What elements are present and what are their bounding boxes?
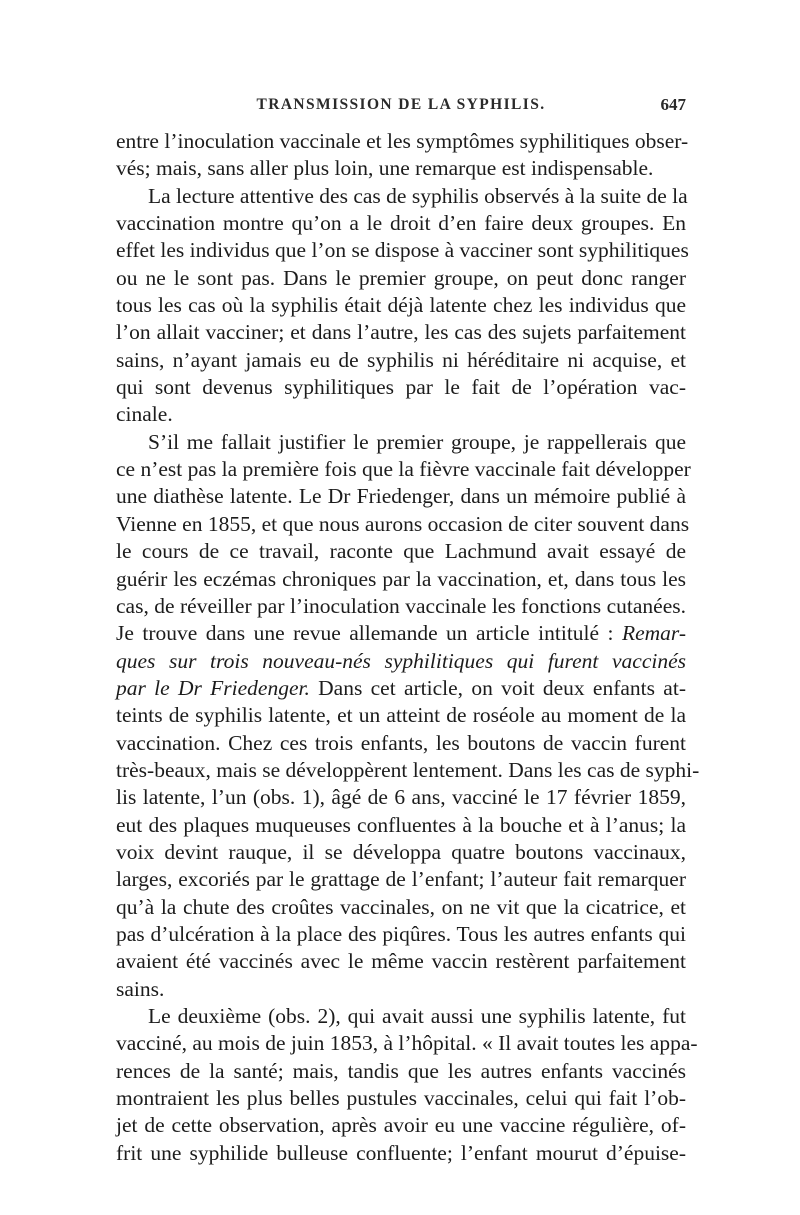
- text-line: effet les individus que l’on se dispose à vacciner sont syphilitiques: [116, 238, 689, 263]
- text-line: très-beaux, mais se développèrent lentement. Dans les cas de syphi-: [116, 757, 700, 782]
- text-line: cinale.: [116, 402, 173, 427]
- text-line: lis latente, l’un (obs. 1), âgé de 6 ans, vacciné le 17 février 1859,: [116, 785, 686, 810]
- page-header: [116, 96, 686, 120]
- page-number: 647: [660, 95, 686, 114]
- text-line: [116, 620, 686, 647]
- text-line: vaccination montre qu’on a le droit d’en faire deux groupes. En: [116, 211, 686, 236]
- text-line: Le deuxième (obs. 2), qui avait aussi une syphilis latente, fut: [148, 1004, 686, 1028]
- text-line: sains.: [116, 976, 165, 1001]
- running-title: TRANSMISSION DE LA SYPHILIS.: [256, 96, 546, 113]
- text-line: ce n’est pas la première fois que la fièvre vaccinale fait développer: [116, 457, 691, 482]
- text-line: ou ne le sont pas. Dans le premier groupe, on peut donc ranger: [116, 265, 686, 290]
- italic-title: Remar-: [621, 621, 686, 646]
- text-line: montraient les plus belles pustules vaccinales, celui qui fait l’ob-: [116, 1086, 686, 1111]
- text-line: qu’à la chute des croûtes vaccinales, on ne vit que la cicatrice, et: [116, 894, 686, 919]
- text-line: teints de syphilis latente, et un atteint de roséole au moment de la: [116, 703, 686, 728]
- text-line: eut des plaques muqueuses confluentes à la bouche et à l’anus; la: [116, 812, 686, 837]
- body-text: [116, 128, 700, 1167]
- text-line: Vienne en 1855, et que nous aurons occasion de citer souvent dans: [116, 511, 690, 536]
- text-line: vaccination. Chez ces trois enfants, les boutons de vaccin furent: [116, 730, 686, 755]
- text-line: cas, de réveiller par l’inoculation vaccinale les fonctions cutanées.: [116, 593, 686, 618]
- text-line: une diathèse latente. Le Dr Friedenger, dans un mémoire publié à: [116, 484, 686, 509]
- italic-title: par le Dr Friedenger.: [116, 675, 310, 700]
- text-line: vacciné, au mois de juin 1853, à l’hôpital. « Il avait toutes les appa-: [116, 1031, 698, 1056]
- text-line: S’il me fallait justifier le premier groupe, je rappellerais que: [148, 429, 686, 454]
- text-segment: Dans cet article, on voit deux enfants at-: [309, 675, 686, 700]
- text-line: le cours de ce travail, raconte que Lachmund avait essayé de: [116, 539, 686, 564]
- text-line: tous les cas où la syphilis était déjà latente chez les individus que: [116, 293, 686, 318]
- text-line: guérir les eczémas chroniques par la vaccination, et, dans tous les: [116, 566, 686, 591]
- text-line: [116, 675, 686, 702]
- text-line: larges, excoriés par le grattage de l’enfant; l’auteur fait remarquer: [116, 867, 686, 892]
- text-line: La lecture attentive des cas de syphilis observés à la suite de la: [148, 183, 688, 208]
- text-line: qui sont devenus syphilitiques par le fait de l’opération vac-: [116, 375, 686, 400]
- text-line: entre l’inoculation vaccinale et les symptômes syphilitiques obser-: [116, 129, 689, 153]
- text-line: sains, n’ayant jamais eu de syphilis ni héréditaire ni acquise, et: [116, 347, 686, 372]
- text-line: vés; mais, sans aller plus loin, une remarque est indispensable.: [116, 156, 654, 181]
- italic-title: ques sur trois nouveau-nés syphilitiques qui furent vaccinés: [116, 648, 686, 673]
- text-line: jet de cette observation, après avoir eu une vaccine régulière, of-: [116, 1113, 686, 1138]
- text-segment: Je trouve dans une revue allemande un article intitulé :: [116, 621, 622, 646]
- text-line: avaient été vaccinés avec le même vaccin restèrent parfaitement: [116, 949, 686, 974]
- text-line: l’on allait vacciner; et dans l’autre, les cas des sujets parfaitement: [116, 320, 686, 345]
- text-line: voix devint rauque, il se développa quatre boutons vaccinaux,: [116, 839, 686, 864]
- text-line: frit une syphilide bulleuse confluente; l’enfant mourut d’épuise-: [116, 1140, 686, 1165]
- text-line: pas d’ulcération à la place des piqûres. Tous les autres enfants qui: [116, 921, 686, 946]
- text-line: rences de la santé; mais, tandis que les autres enfants vaccinés: [116, 1058, 686, 1083]
